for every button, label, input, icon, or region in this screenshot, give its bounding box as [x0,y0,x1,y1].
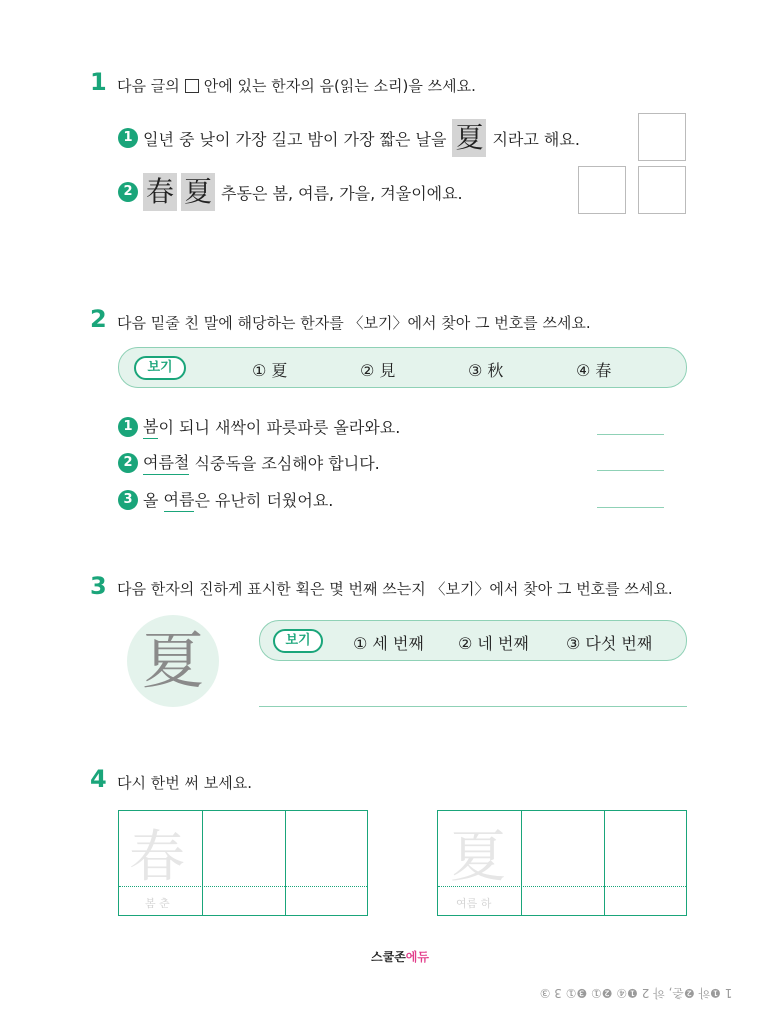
bogi-option-2: ② 네 번째 [458,634,529,653]
bogi-option-2: ② 見 [360,361,396,380]
q3-answer-line[interactable] [259,706,687,707]
question-1-number: 1 [90,68,107,96]
writing-cell[interactable] [286,811,368,915]
q1-item-2-text-after: 추동은 봄, 여름, 가을, 겨울이에요. [221,183,463,203]
q2-answer-line-3[interactable] [597,507,664,508]
writing-cell[interactable] [605,811,687,915]
question-2-prompt: 다음 밑줄 친 말에 해당하는 한자를 〈보기〉에서 찾아 그 번호를 쓰세요. [117,314,591,332]
q1-answer-box-2[interactable] [578,166,626,214]
trace-caption: 여름 하 [456,897,492,910]
question-3-number: 3 [90,572,107,600]
q2-item-2-rest: 식중독을 조심해야 합니다. [189,454,380,473]
q1-item-2-hanja-1: 春 [143,173,177,211]
trace-caption: 봄 춘 [145,897,170,910]
q2-item-2 [118,450,380,475]
q4-writing-grid-1 [118,810,368,916]
q2-item-3-rest: 은 유난히 더웠어요. [194,491,334,510]
q1-item-1-text-before: 일년 중 낮이 가장 길고 밤이 가장 짧은 날을 [143,129,447,149]
q1-item-1-hanja: 夏 [452,119,486,157]
bogi-option-3: ③ 秋 [468,361,504,380]
writing-cell[interactable] [522,811,604,915]
question-2-number: 2 [90,305,107,333]
writing-cell[interactable] [203,811,285,915]
upside-down-answer-key: 1 ❶하 ❷춘, 하 2 ❶④ ❷① ❸① 3 ③ [539,986,733,1000]
footer-logo [360,948,440,965]
bogi-label: 보기 [134,356,186,380]
bogi-option-1: ① 세 번째 [353,634,424,653]
q3-hanja: 夏 [141,624,204,697]
q1-item-1 [118,118,580,158]
q2-item-3-before: 올 [143,491,164,510]
q1-item-2 [118,172,463,212]
trace-hanja: 春 [129,825,185,890]
q3-bogi-box [259,620,687,661]
q2-item-1-underlined: 봄 [143,414,158,439]
q2-item-3 [118,487,333,512]
item-number-badge: 1 [118,417,138,437]
q2-item-3-underlined: 여름 [164,487,195,512]
q2-bogi-box [118,347,687,388]
q2-item-1-rest: 이 되니 새싹이 파릇파릇 올라와요. [158,418,401,437]
q1-prompt-after: 안에 있는 한자의 음(읽는 소리)을 쓰세요. [203,77,476,95]
q4-writing-grid-2 [437,810,687,916]
trace-hanja: 夏 [450,825,506,890]
q3-hanja-circle [127,615,219,707]
q2-item-1 [118,414,400,439]
question-1-prompt [117,75,476,96]
logo-text-2: 에듀 [405,950,429,964]
q1-item-1-text-after: 지라고 해요. [492,129,580,149]
item-number-badge: 3 [118,490,138,510]
q2-answer-line-2[interactable] [597,470,664,471]
q2-answer-line-1[interactable] [597,434,664,435]
bogi-label: 보기 [273,629,323,653]
bogi-option-4: ④ 春 [576,361,612,380]
question-4-prompt: 다시 한번 써 보세요. [117,774,252,792]
question-4-number: 4 [90,765,107,793]
q1-prompt-before: 다음 글의 [117,77,180,95]
blank-square-icon [185,79,199,93]
logo-text-1: 스쿨존 [371,950,406,964]
item-number-badge: 2 [118,453,138,473]
q1-item-2-hanja-2: 夏 [181,173,215,211]
bogi-option-3: ③ 다섯 번째 [566,634,653,653]
item-number-badge: 1 [118,128,138,148]
q2-item-2-underlined: 여름철 [143,450,189,475]
question-3-prompt: 다음 한자의 진하게 표시한 획은 몇 번째 쓰는지 〈보기〉에서 찾아 그 번호를 쓰세요. [117,580,673,598]
q1-answer-box-1[interactable] [638,113,686,161]
q1-answer-box-3[interactable] [638,166,686,214]
item-number-badge: 2 [118,182,138,202]
bogi-option-1: ① 夏 [252,361,288,380]
